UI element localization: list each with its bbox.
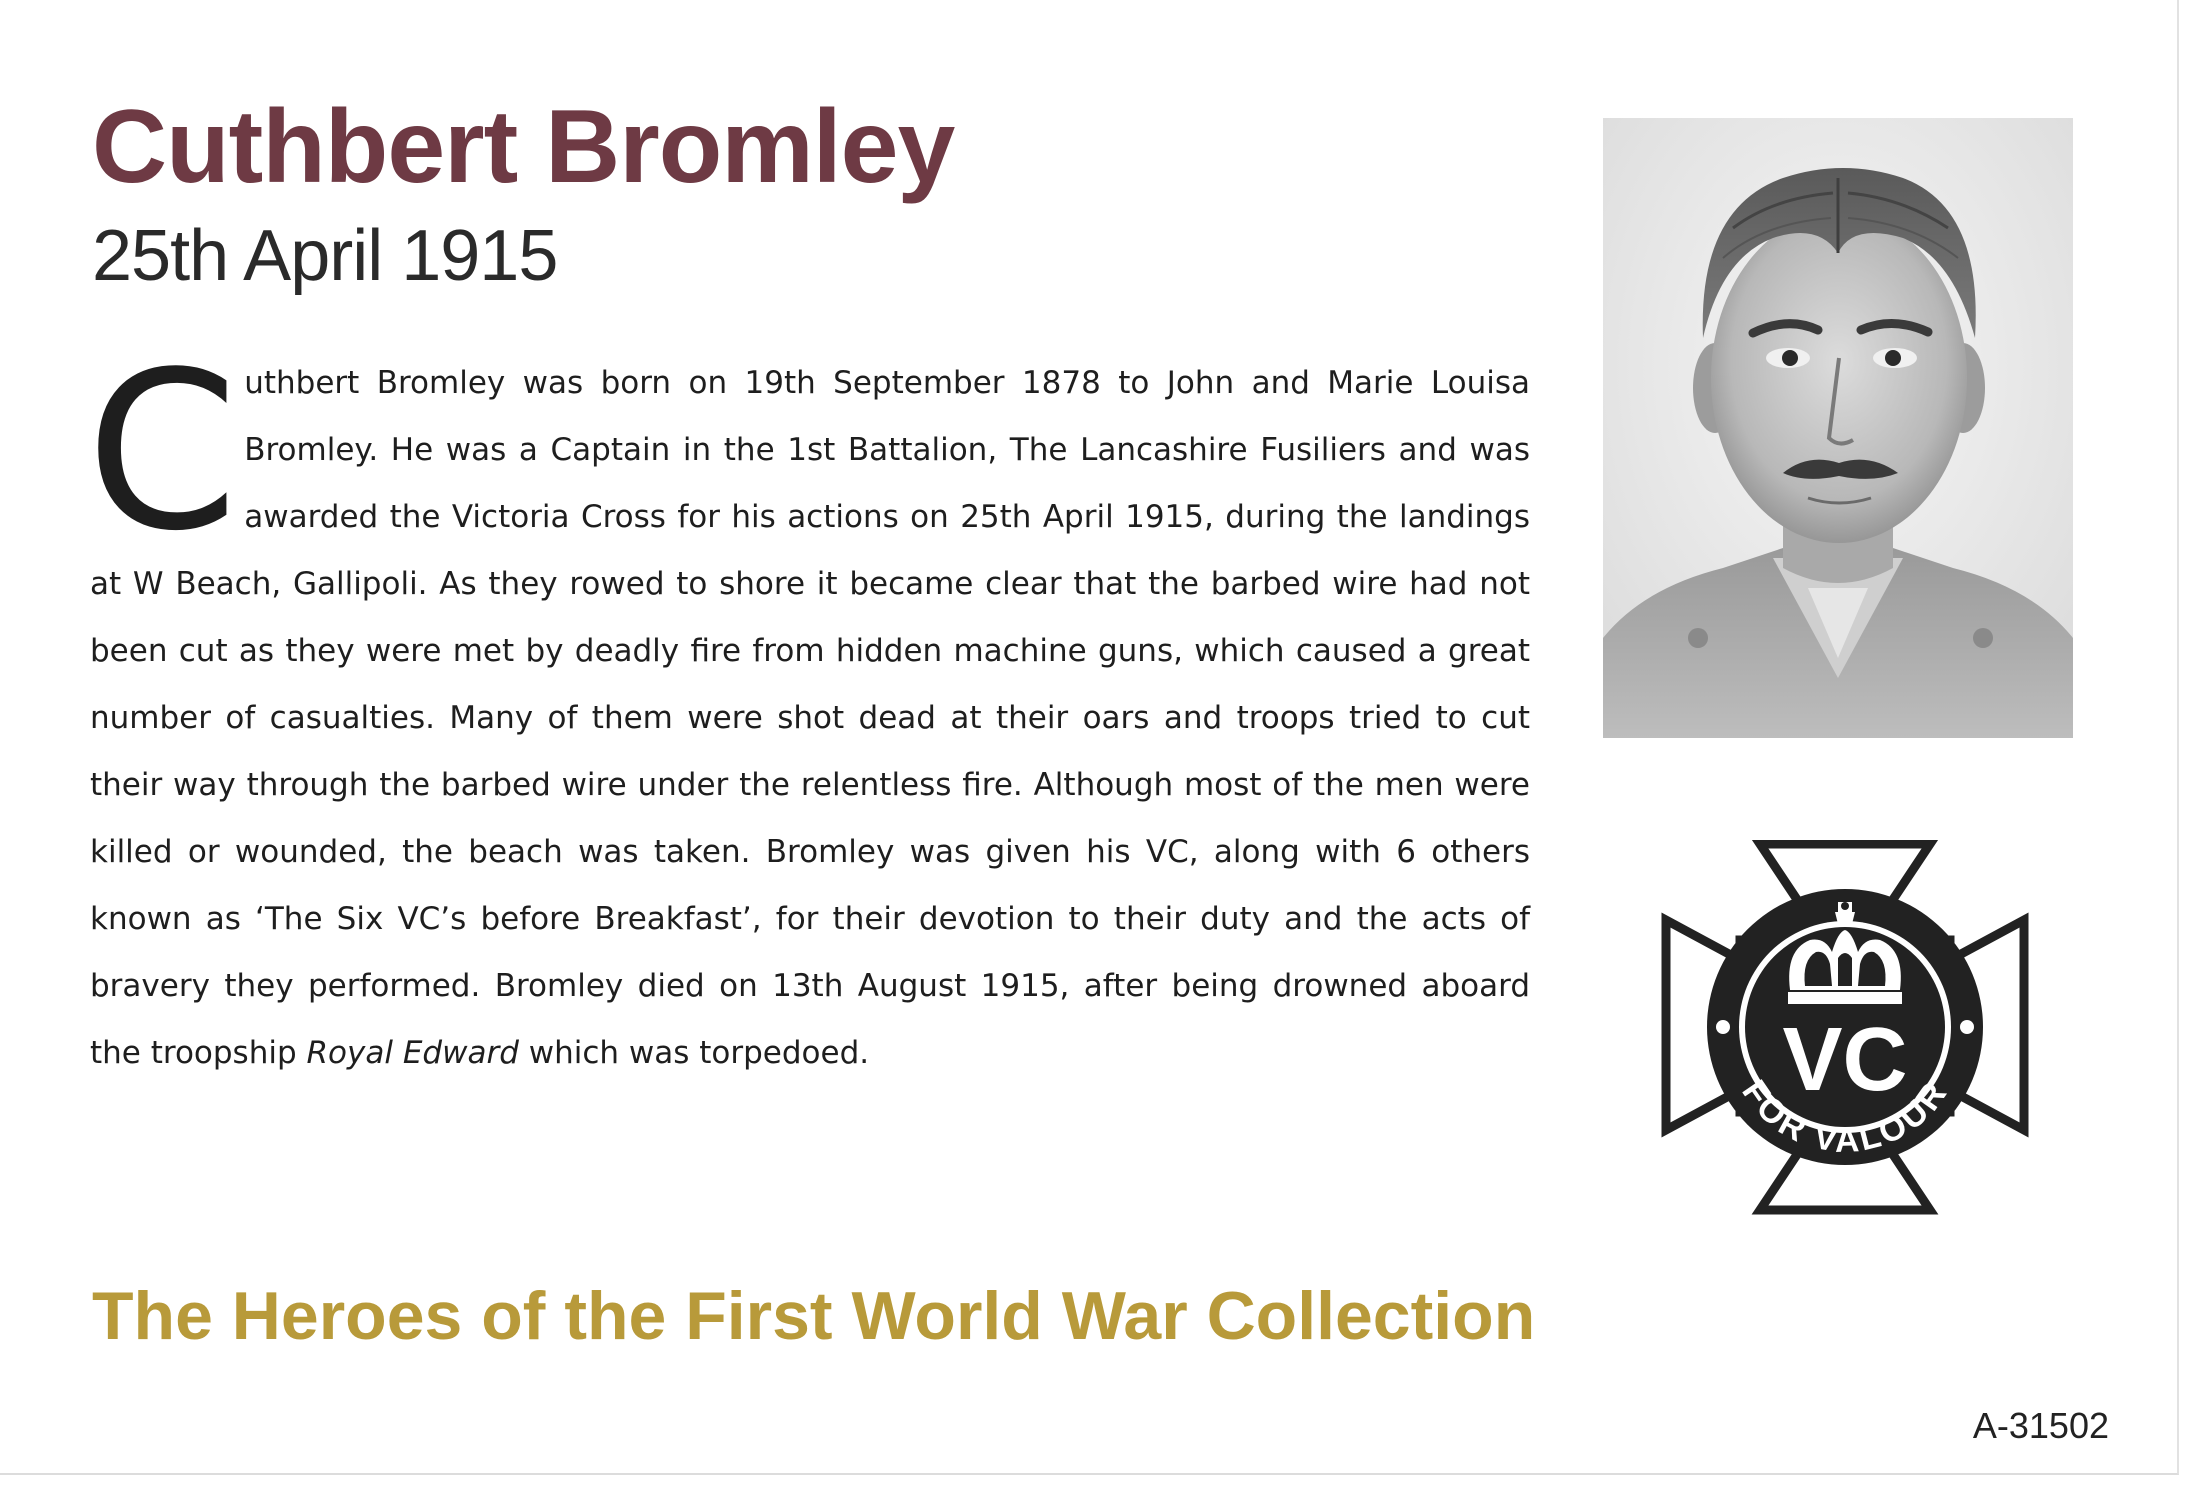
person-name-title: Cuthbert Bromley (92, 89, 955, 205)
portrait-illustration (1603, 118, 2073, 738)
victoria-cross-badge (1660, 840, 2030, 1215)
victoria-cross-icon (1660, 840, 2030, 1215)
biography-text-end: which was torpedoed. (518, 1035, 870, 1071)
ship-name-italic: Royal Edward (306, 1035, 519, 1071)
portrait-photo (1603, 118, 2073, 738)
vc-letters: VC (1782, 1010, 1908, 1110)
collection-title: The Heroes of the First World War Collection (92, 1278, 1536, 1354)
reference-code: A-31502 (1972, 1405, 2109, 1446)
biography-paragraph (86, 326, 1530, 1087)
drop-cap-letter: C (86, 326, 239, 579)
for-valour-motto: FOR VALOUR (1734, 1073, 1956, 1160)
event-date-subtitle: 25th April 1915 (92, 216, 558, 296)
biography-text-main: uthbert Bromley was born on 19th September 1878 to John and Marie Louisa Bromley. He was a Captain in the 1st Battalion, The Lancashire Fusiliers and was awarded the Victoria Cross for his actions on 25th April 1915, during the landings at W Beach, Gallipoli. As they rowed to shore it became clear that the barbed wire had not been cut as they were met by deadly fire from hidden machine guns, which caused a great number of casualties. Many of them were shot dead at their oars and troops tried to cut their way through the barbed wire under the relentless fire. Although most of the men were killed or wounded, the beach was taken. Bromley was given his VC, along with 6 others known as ‘The Six VC’s before Breakfast’, for their devotion to their duty and the acts of bravery they performed. Bromley died on 13th August 1915, after being drowned aboard the troopship (90, 365, 1530, 1071)
